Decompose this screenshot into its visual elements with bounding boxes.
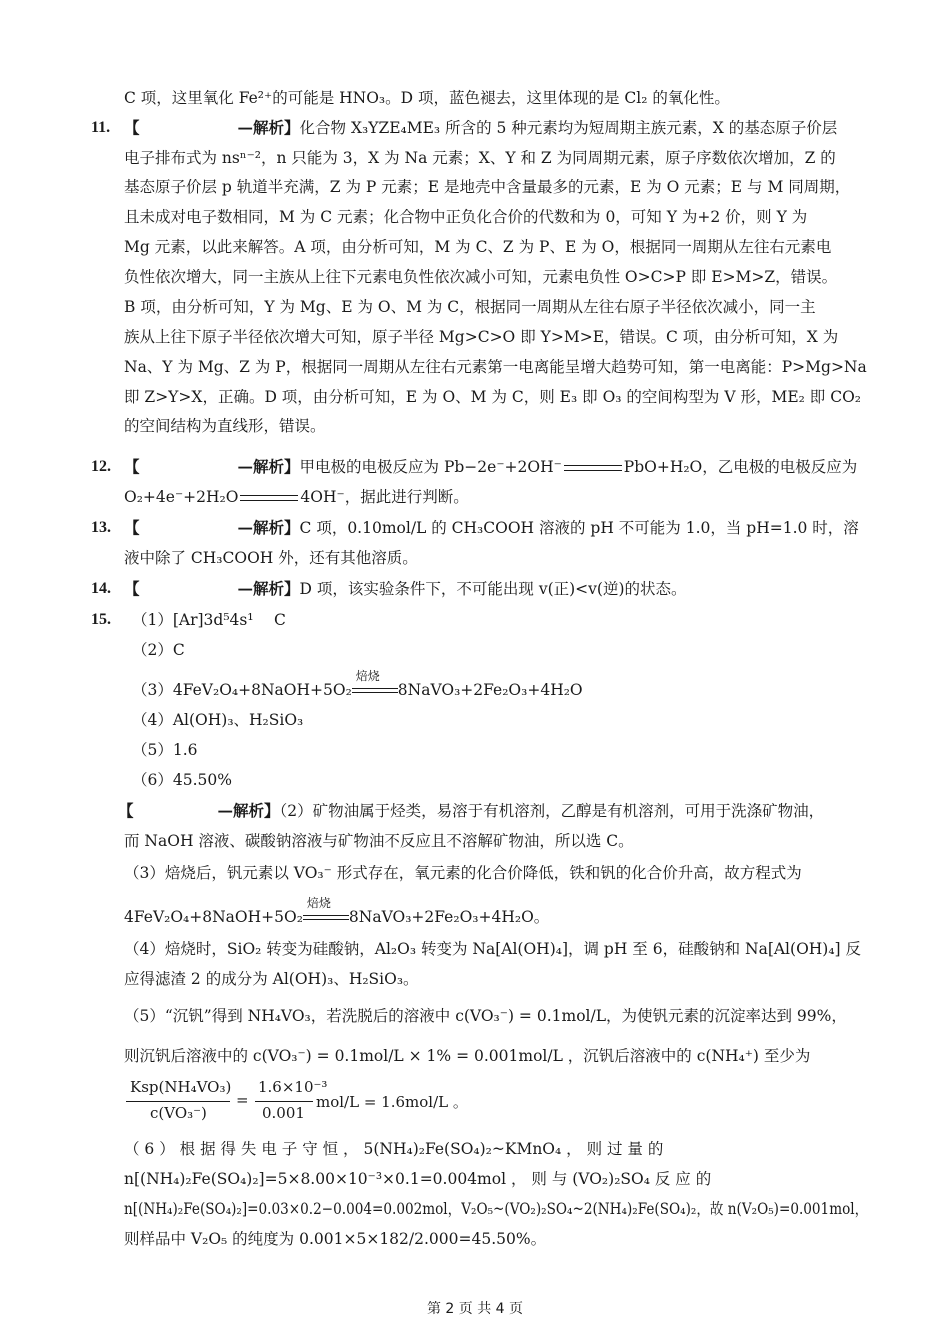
text-line: 的空间结构为直线形，错误。 xyxy=(124,417,326,435)
equation-line xyxy=(124,486,469,508)
text-line: （5）“沉钒”得到 NH₄VO₃，若洗脱后的溶液中 c(VO₃⁻) = 0.1mol/L，为使钒元素的沉淀率达到 99%， xyxy=(124,1007,847,1025)
answer-item: （2）C xyxy=(132,641,185,659)
fraction-numerator: Ksp(NH₄VO₃) xyxy=(130,1078,232,1096)
question-number: 15. xyxy=(91,611,111,628)
text-line: 基态原子价层 p 轨道半充满，Z 为 P 元素；E 是地壳中含量最多的元素，E 为 O 元素；E 与 M 同周期， xyxy=(124,178,851,196)
text-line: 矿物油属于烃类，易溶于有机溶剂，乙醇是有机溶剂，可用于洗涤矿物油， xyxy=(312,802,825,820)
text-line: PbO+H₂O，乙电极的电极反应为 xyxy=(623,458,858,476)
question-number: 14. xyxy=(91,580,111,597)
text-line: （3）焙烧后，钒元素以 VO₃⁻ 形式存在，氧元素的化合价降低，铁和钒的化合价升高，故方程式为 xyxy=(124,864,802,882)
text-line: （4）焙烧时，SiO₂ 转变为硅酸钠，Al₂O₃ 转变为 Na[Al(OH)₄]，调 pH 至 6，硅酸钠和 Na[Al(OH)₄] 反 xyxy=(124,940,862,958)
answer-header xyxy=(118,800,824,822)
text-line: 4FeV₂O₄+8NaOH+5O₂ xyxy=(124,908,303,926)
text-line: 则沉钒后溶液中的 c(VO₃⁻) = 0.1mol/L × 1% = 0.001mol/L ，沉钒后溶液中的 c(NH₄⁺) 至少为 xyxy=(124,1047,811,1065)
text-line: Na、Y 为 Mg、Z 为 P，根据同一周期从左往右元素第一电离能呈增大趋势可知，第一电离能：P>Mg>Na xyxy=(124,358,867,376)
bracket-open: 【 xyxy=(118,801,134,820)
fraction-numerator: 1.6×10⁻³ xyxy=(258,1078,328,1096)
text-line: 即 Z>Y>X，正确。D 项，由分析可知，E 为 O、M 为 C，则 E₃ 即 O₃ 的空间构型为 V 形，ME₂ 即 CO₂ xyxy=(124,388,861,406)
analysis-label: —解析】 xyxy=(217,801,280,820)
page-footer: 第 2 页 共 4 页 xyxy=(426,1301,524,1317)
equals-arrow xyxy=(303,915,349,920)
text-line: 则样品中 V₂O₅ 的纯度为 0.001×5×182/2.000=45.50%。 xyxy=(124,1230,547,1248)
text-line: 负性依次增大，同一主族从上往下元素电负性依次减小可知，元素电负性 O>C>P 即 E>M>Z，错误。 xyxy=(124,268,838,286)
condition-label: 焙烧 xyxy=(355,669,380,683)
text-line: 液中除了 CH₃COOH 外，还有其他溶质。 xyxy=(124,549,418,567)
fraction-bar xyxy=(255,1101,313,1102)
reaction-condition-arrow xyxy=(352,669,398,701)
text-line: B 项，由分析可知，Y 为 Mg、E 为 O、M 为 C，根据同一周期从左往右原子半径依次减小，同一主 xyxy=(124,298,816,316)
fraction-denominator: c(VO₃⁻) xyxy=(150,1104,207,1122)
bracket-open: 【 xyxy=(124,457,140,476)
text-line: O₂+4e⁻+2H₂O xyxy=(124,488,239,506)
answer-header xyxy=(124,578,687,600)
text-line: C 项，0.10mol/L 的 CH₃COOH 溶液的 pH 不可能为 1.0，当 pH=1.0 时，溶 xyxy=(299,519,859,537)
analysis-label: —解析】 xyxy=(237,579,300,598)
fraction-bar xyxy=(126,1101,230,1102)
question-number: 12. xyxy=(91,458,111,475)
text-line: 4OH⁻，据此进行判断。 xyxy=(300,488,469,506)
text-line: D 项，该实验条件下，不可能出现 v(正)<v(逆)的状态。 xyxy=(299,580,687,598)
bracket-open: 【 xyxy=(124,579,140,598)
text-line: （ 6 ） 根 据 得 失 电 子 守 恒 ， 5(NH₄)₂Fe(SO₄)₂~KMnO₄ ， 则 过 量 的 xyxy=(124,1140,664,1158)
equals-arrow xyxy=(352,688,398,693)
text-line: 且未成对电子数相同，M 为 C 元素；化合物中正负化合价的代数和为 0，可知 Y 为+2 价，则 Y 为 xyxy=(124,208,808,226)
equation-line xyxy=(132,669,583,701)
condition-label: 焙烧 xyxy=(306,896,331,910)
text-line: （3）4FeV₂O₄+8NaOH+5O₂ xyxy=(132,681,352,699)
analysis-label: —解析】 xyxy=(237,118,300,137)
text-line: mol/L = 1.6mol/L 。 xyxy=(316,1093,468,1111)
answer-item: （4）Al(OH)₃、H₂SiO₃ xyxy=(132,711,304,729)
analysis-label: —解析】 xyxy=(237,457,300,476)
reaction-condition-arrow xyxy=(303,896,349,928)
text-line: 而 NaOH 溶液、碳酸钠溶液与矿物油不反应且不溶解矿物油，所以选 C。 xyxy=(124,832,634,850)
equals-arrow xyxy=(240,495,298,501)
text-line: 应得滤渣 2 的成分为 Al(OH)₃、H₂SiO₃。 xyxy=(124,970,419,988)
answer-item: （1）[Ar]3d⁵4s¹ C xyxy=(132,611,286,629)
bracket-open: 【 xyxy=(124,518,140,537)
text-line: 族从上往下原子半径依次增大可知，原子半径 Mg>C>O 即 Y>M>E，错误。C 项，由分析可知，X 为 xyxy=(124,328,839,346)
answer-item: （5）1.6 xyxy=(132,741,198,759)
text-line: n[(NH₄)₂Fe(SO₄)₂]=0.03×0.2−0.004=0.002mol，V₂O₅~(VO₂)₂SO₄~2(NH₄)₂Fe(SO₄)₂，故 n(V₂O₅)=0.001mol， xyxy=(124,1200,869,1218)
answer-item: （6）45.50% xyxy=(132,771,232,789)
question-number: 13. xyxy=(91,519,111,536)
text-line: 甲电极的电极反应为 Pb−2e⁻+2OH⁻ xyxy=(299,458,562,476)
answer-header xyxy=(124,117,837,139)
bracket-open: 【 xyxy=(124,118,140,137)
text-line: 8NaVO₃+2Fe₂O₃+4H₂O xyxy=(397,681,583,699)
answer-header xyxy=(124,517,859,539)
text-line: 化合物 X₃YZE₄ME₃ 所含的 5 种元素均为短周期主族元素，X 的基态原子价层 xyxy=(299,119,838,137)
question-number: 11. xyxy=(91,119,111,136)
answer-header xyxy=(124,456,857,478)
equals-arrow xyxy=(564,465,622,471)
fraction-denominator: 0.001 xyxy=(262,1104,305,1122)
text-line: 电子排布式为 nsⁿ⁻²，n 只能为 3，X 为 Na 元素；X、Y 和 Z 为同周期元素，原子序数依次增加，Z 的 xyxy=(124,149,836,167)
text-line: 8NaVO₃+2Fe₂O₃+4H₂O。 xyxy=(348,908,550,926)
text-line: C 项，这里氧化 Fe²⁺的可能是 HNO₃。D 项，蓝色褪去，这里体现的是 Cl₂ 的氧化性。 xyxy=(124,89,730,107)
text-line: （2） xyxy=(279,802,313,820)
text-line: n[(NH₄)₂Fe(SO₄)₂]=5×8.00×10⁻³×0.1=0.004mol ， 则 与 (VO₂)₂SO₄ 反 应 的 xyxy=(124,1170,712,1188)
equals-sign: = xyxy=(236,1091,249,1109)
analysis-label: —解析】 xyxy=(237,518,300,537)
equation-line xyxy=(124,896,550,928)
text-line: Mg 元素，以此来解答。A 项，由分析可知，M 为 C、Z 为 P、E 为 O，根据同一周期从左往右元素电 xyxy=(124,238,832,256)
